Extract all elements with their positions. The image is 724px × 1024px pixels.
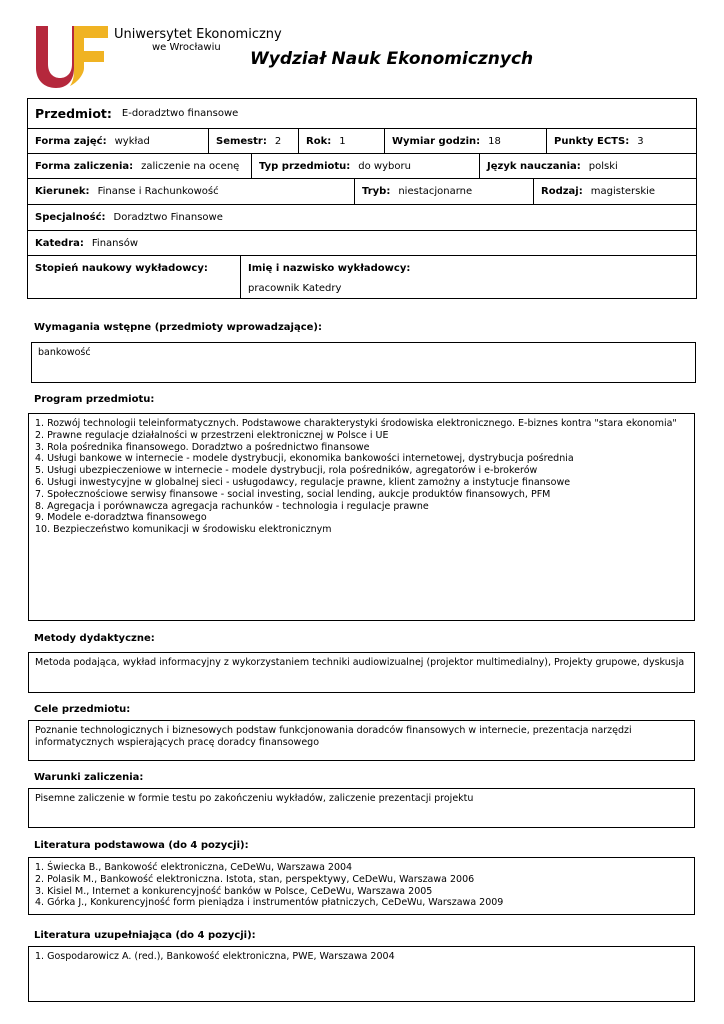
mode-label: Tryb: <box>362 186 391 197</box>
year-value: 1 <box>339 135 346 147</box>
goals-title: Cele przedmiotu: <box>34 704 131 715</box>
ects-cell <box>547 129 696 153</box>
subject-value: E-doradztwo finansowe <box>121 108 239 119</box>
hours-value: 18 <box>488 135 501 147</box>
hours-label: Wymiar godzin: <box>392 135 481 147</box>
program-line: 8. Agregacja i porównawcza agregacja rachunków - technologia i regulacje prawne <box>35 500 429 512</box>
lecturer-name-value: pracownik Katedry <box>248 283 342 294</box>
academic-degree-cell <box>28 256 241 298</box>
subject-type-value: do wyboru <box>358 160 411 172</box>
row-form <box>28 129 696 154</box>
prerequisites-box <box>31 342 696 383</box>
language-value: polski <box>588 160 618 172</box>
language-label: Język nauczania: <box>487 160 581 172</box>
specialty-value: Doradztwo Finansowe <box>113 212 223 223</box>
supplementary-literature-line: 1. Gospodarowicz A. (red.), Bankowość elektroniczna, PWE, Warszawa 2004 <box>35 951 395 962</box>
subject-label: Przedmiot: <box>35 106 112 121</box>
degree-type-cell <box>534 179 696 204</box>
year-cell <box>299 129 385 153</box>
academic-degree-label: Stopień naukowy wykładowcy: <box>35 263 208 274</box>
language-cell <box>480 154 696 178</box>
ects-label: Punkty ECTS: <box>554 135 630 147</box>
row-credit <box>28 154 696 179</box>
goals-text: Poznanie technologicznych i biznesowych podstaw funkcjonowania doradców finansowych w internecie, prezentacja narzędzi informatycznych wspierających pracę doradcy finansowego <box>35 725 632 748</box>
document-header <box>0 0 724 96</box>
methods-line: Metoda podająca, wykład informacyjny z wykorzystaniem techniki audiowizualnej (projektor multimedialny), Projekty grupowe, dyskusja <box>35 657 685 668</box>
subject-cell <box>28 99 696 128</box>
ects-value: 3 <box>637 135 644 147</box>
degree-type-value: magisterskie <box>590 186 656 197</box>
conditions-line: Pisemne zaliczenie w formie testu po zakończeniu wykładów, zaliczenie prezentacji projektu <box>35 793 474 804</box>
university-logo-icon <box>34 24 110 90</box>
mode-value: niestacjonarne <box>398 186 473 197</box>
credit-form-cell <box>28 154 252 178</box>
direction-cell <box>28 179 355 204</box>
department-value: Finansów <box>91 237 139 249</box>
course-info-table <box>27 98 697 299</box>
conditions-box <box>28 788 695 828</box>
program-line: 6. Usługi inwestycyjne w globalnej sieci - usługodawcy, regulacje prawne, klient zamożny a instytucje finansowe <box>35 476 571 488</box>
faculty-title: Wydział Nauk Ekonomicznych <box>250 49 534 69</box>
subject-type-label: Typ przedmiotu: <box>259 160 351 172</box>
specialty-label: Specjalność: <box>35 212 106 223</box>
program-line: 10. Bezpieczeństwo komunikacji w środowisku elektronicznym <box>35 524 332 536</box>
program-line: 9. Modele e-doradztwa finansowego <box>35 512 207 524</box>
methods-box <box>28 652 695 693</box>
basic-literature-title: Literatura podstawowa (do 4 pozycji): <box>34 840 249 851</box>
row-department <box>28 231 696 256</box>
goals-box <box>28 720 695 761</box>
lecturer-name-cell <box>241 256 696 298</box>
direction-value: Finanse i Rachunkowość <box>97 186 219 197</box>
program-line: 2. Prawne regulacje działalności w przestrzeni elektronicznej w Polsce i UE <box>35 429 389 441</box>
class-form-value: wykład <box>114 135 150 147</box>
supplementary-literature-title: Literatura uzupełniająca (do 4 pozycji): <box>34 930 256 941</box>
semester-cell <box>209 129 299 153</box>
supplementary-literature-box <box>28 946 695 1002</box>
row-subject <box>28 99 696 129</box>
program-title: Program przedmiotu: <box>34 394 155 405</box>
degree-type-label: Rodzaj: <box>541 186 583 197</box>
semester-value: 2 <box>274 135 282 147</box>
hours-cell <box>385 129 547 153</box>
university-name: Uniwersytet Ekonomiczny <box>114 27 282 42</box>
basic-literature-line: 2. Polasik M., Bankowość elektroniczna. Istota, stan, perspektywy, CeDeWu, Warszawa 2006 <box>35 873 475 885</box>
row-lecturer <box>28 256 696 298</box>
row-direction <box>28 179 696 205</box>
class-form-label: Forma zajęć: <box>35 135 107 147</box>
lecturer-name-label: Imię i nazwisko wykładowcy: <box>248 263 411 274</box>
semester-label: Semestr: <box>216 135 267 147</box>
program-line: 1. Rozwój technologii teleinformatycznych. Podstawowe charakterystyki środowiska elektronicznego. E-biznes kontra "stara ekonomia" <box>35 418 677 429</box>
conditions-title: Warunki zaliczenia: <box>34 772 144 783</box>
department-label: Katedra: <box>35 237 84 249</box>
direction-label: Kierunek: <box>35 186 90 197</box>
program-line: 5. Usługi ubezpieczeniowe w internecie - modele dystrybucji, rola pośredników, agregatorów i e-brokerów <box>35 465 538 477</box>
program-line: 4. Usługi bankowe w internecie - modele dystrybucji, ekonomika bankowości internetowej, dystrybucja pośrednia <box>35 453 574 465</box>
credit-form-value: zaliczenie na ocenę <box>141 160 240 172</box>
methods-title: Metody dydaktyczne: <box>34 633 155 644</box>
prerequisites-title: Wymagania wstępne (przedmioty wprowadzające): <box>34 322 322 333</box>
basic-literature-box <box>28 857 695 915</box>
basic-literature-line: 3. Kisiel M., Internet a konkurencyjność banków w Polsce, CeDeWu, Warszawa 2005 <box>35 885 433 897</box>
credit-form-label: Forma zaliczenia: <box>35 160 134 172</box>
program-box <box>28 413 695 621</box>
department-cell <box>28 231 696 255</box>
program-line: 3. Rola pośrednika finansowego. Doradztwo a pośrednictwo finansowe <box>35 441 370 453</box>
program-line: 7. Społecznościowe serwisy finansowe - social investing, social lending, aukcje produktów finansowych, PFM <box>35 488 551 500</box>
university-city: we Wrocławiu <box>152 42 221 53</box>
mode-cell <box>355 179 534 204</box>
basic-literature-line: 4. Górka J., Konkurencyjność form pieniądza i instrumentów płatniczych, CeDeWu, Warszawa 2009 <box>35 897 504 909</box>
subject-type-cell <box>252 154 480 178</box>
row-specialty <box>28 205 696 231</box>
prerequisites-line: bankowość <box>38 347 91 358</box>
basic-literature-line: 1. Świecka B., Bankowość elektroniczna, CeDeWu, Warszawa 2004 <box>35 862 353 873</box>
class-form-cell <box>28 129 209 153</box>
year-label: Rok: <box>306 135 332 147</box>
specialty-cell <box>28 205 696 230</box>
